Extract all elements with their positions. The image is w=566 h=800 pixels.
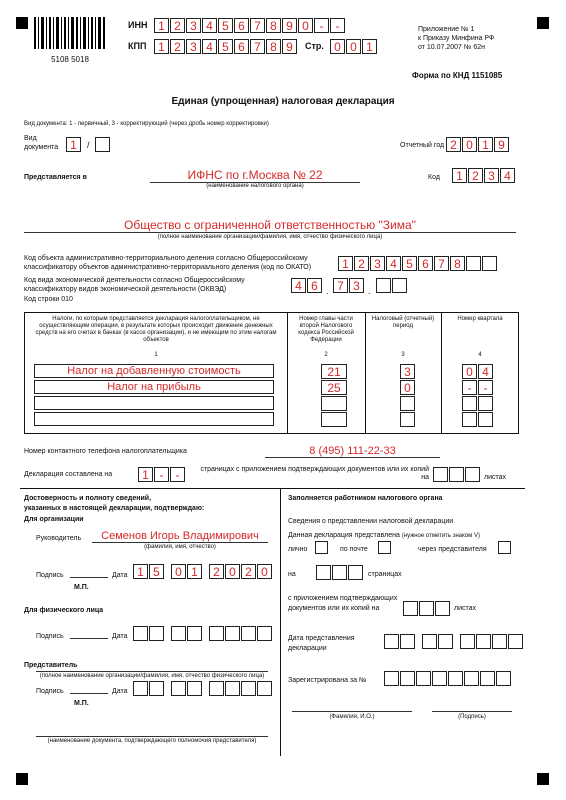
method-personal-box[interactable] <box>315 541 329 554</box>
received-pages-cell[interactable] <box>332 565 347 580</box>
doc-type-slash: / <box>87 140 90 150</box>
corner-marker-top-right <box>537 17 549 29</box>
kpp-digit[interactable]: 7 <box>250 39 265 54</box>
submission-date-digit[interactable] <box>384 634 399 649</box>
submission-date-digit[interactable] <box>400 634 415 649</box>
rep-sign-line[interactable] <box>70 684 108 694</box>
org-date-digit[interactable]: 0 <box>171 564 186 579</box>
tax-chapter-field[interactable] <box>321 412 347 427</box>
kpp-digit[interactable]: 9 <box>282 39 297 54</box>
inn-digit[interactable]: - <box>314 18 329 33</box>
tax-col-header-2: Номер главы части второй Налогового кодекса Российской Федерации <box>298 316 354 343</box>
phone-value[interactable]: 8 (495) 111-22-33 <box>265 445 440 458</box>
method-rep-check[interactable] <box>498 541 511 554</box>
person-date-digit[interactable] <box>241 626 256 641</box>
okato-digit[interactable]: 8 <box>450 256 465 271</box>
representative-caption: (полное наименование организации/фамилия, имя, отчество физического лица) <box>39 673 265 679</box>
authority-code-digit[interactable]: 1 <box>452 168 467 183</box>
okved-dot-1: . <box>326 286 329 296</box>
rep-date-digit[interactable] <box>149 681 164 696</box>
received-pages-cell[interactable] <box>348 565 363 580</box>
inn-label: ИНН <box>128 20 148 30</box>
person-date-cells <box>133 626 273 641</box>
doc-type-label-2: документа <box>24 144 59 151</box>
representative-label: Представитель <box>24 662 78 669</box>
okved-text-1: Код вида экономической деятельности согласно Общероссийскому <box>24 277 245 284</box>
authority-value[interactable]: ИФНС по г.Москва № 22 <box>150 168 360 183</box>
received-pages-label: страницах <box>368 571 402 578</box>
submission-method-hint: (нужное отметить знаком V) <box>401 533 480 539</box>
person-date-label: Дата <box>112 633 128 640</box>
kpp-digit[interactable]: 6 <box>234 39 249 54</box>
sheets-cell[interactable] <box>465 467 480 482</box>
registration-number-cells <box>384 671 512 686</box>
submission-info: Сведения о представлении налоговой декларации <box>288 518 454 525</box>
tax-quarter-digit[interactable]: 4 <box>478 364 493 379</box>
inn-digit[interactable]: - <box>330 18 345 33</box>
okved-group-3 <box>376 278 408 293</box>
head-label: Руководитель <box>36 535 82 542</box>
phone-label: Номер контактного телефона налогоплательщика <box>24 448 187 455</box>
organization-name[interactable]: Общество с ограниченной ответственностью "Зима" <box>24 218 516 233</box>
pages-digit[interactable]: - <box>154 467 169 482</box>
okved-digit[interactable] <box>376 278 391 293</box>
year-digit[interactable]: 2 <box>446 137 461 152</box>
page-number-cells <box>330 39 378 54</box>
kpp-digit[interactable]: 8 <box>266 39 281 54</box>
received-pages-cells <box>316 565 364 580</box>
authority-code-label: Код <box>428 174 440 181</box>
tax-col-number-4: 4 <box>478 352 482 358</box>
attach-sheets-label: листах <box>454 605 477 612</box>
tax-col-number-3: 3 <box>401 352 405 358</box>
person-sign-label: Подпись <box>36 633 64 640</box>
authority-code-digit[interactable]: 4 <box>500 168 515 183</box>
tax-name-field[interactable]: Налог на добавленную стоимость <box>34 364 274 378</box>
report-year-label: Отчетный год <box>400 142 445 149</box>
barcode <box>34 17 106 64</box>
year-digit[interactable]: 9 <box>494 137 509 152</box>
org-sign-label: Подпись <box>36 572 64 579</box>
tax-period-field[interactable] <box>400 412 415 427</box>
org-date-digit[interactable]: 0 <box>257 564 272 579</box>
head-name-caption: (фамилия, имя, отчество) <box>144 544 216 550</box>
submission-date-digit[interactable] <box>438 634 453 649</box>
organization-caption: (полное наименование организации/фамилия, имя, отчество физического лица) <box>157 234 383 240</box>
person-date-digit[interactable] <box>209 626 224 641</box>
barcode-icon <box>34 17 106 49</box>
okved-line-code: Код строки 010 <box>24 296 73 303</box>
person-date-digit[interactable] <box>149 626 164 641</box>
okato-digit[interactable]: 6 <box>418 256 433 271</box>
inn-digit[interactable]: 0 <box>298 18 313 33</box>
okved-digit[interactable]: 3 <box>349 278 364 293</box>
corner-marker-top-left <box>16 17 28 29</box>
okato-digit[interactable] <box>482 256 497 271</box>
inn-digit[interactable]: 5 <box>218 18 233 33</box>
person-date-digit[interactable] <box>257 626 272 641</box>
tax-chapter-field[interactable] <box>321 396 347 411</box>
pages-middle-text: страницах с приложением подтверждающих документов или их копий на <box>200 466 429 481</box>
rep-document-line[interactable] <box>36 725 268 737</box>
rep-date-digit[interactable] <box>171 681 186 696</box>
doc-type-hint: Вид документа: 1 - первичный, 3 - корректирующий (через дробь номер корректировки) <box>24 121 269 127</box>
tax-quarter-digit[interactable] <box>462 412 477 427</box>
okato-text-2: классификатору объектов административно-территориального деления (код по ОКАТО) <box>24 264 312 271</box>
submission-date-digit[interactable] <box>422 634 437 649</box>
tax-name-field[interactable] <box>34 396 274 410</box>
okato-digit[interactable]: 3 <box>370 256 385 271</box>
attach-line-1: с приложением подтверждающих <box>288 595 398 602</box>
tax-col-header-1: Налоги, по которым представляется декларация налогоплательщиком, не осуществляющим операции, в результате которых происходит движение денежных средств на его счетах в банках (в кассе организации), и не имеющим по этим налогам объектов <box>35 316 277 343</box>
pages-digit[interactable]: 1 <box>138 467 153 482</box>
okved-digit[interactable] <box>392 278 407 293</box>
inn-digit[interactable]: 8 <box>266 18 281 33</box>
tax-col-number-2: 2 <box>324 352 328 358</box>
org-stamp-label: М.П. <box>74 584 89 591</box>
registration-digit[interactable] <box>416 671 431 686</box>
inn-digit[interactable]: 1 <box>154 18 169 33</box>
org-date-digit[interactable]: 2 <box>241 564 256 579</box>
attach-sheets-cell[interactable] <box>419 601 434 616</box>
tax-period-field[interactable] <box>400 396 415 411</box>
registered-label: Зарегистрирована за № <box>288 677 367 684</box>
authority-code-digit[interactable]: 3 <box>484 168 499 183</box>
submission-date-digit[interactable] <box>460 634 475 649</box>
officer-name-caption: (Фамилия, И.О.) <box>329 714 375 720</box>
attach-line-2: документов или их копий на <box>288 605 380 612</box>
tax-office-title: Заполняется работником налогового органа <box>288 495 443 502</box>
rep-sign-label: Подпись <box>36 688 64 695</box>
registration-digit[interactable] <box>384 671 399 686</box>
report-year-cells <box>446 137 510 152</box>
submission-date-line-2: декларации <box>288 645 327 652</box>
corner-marker-bottom-right <box>537 773 549 785</box>
tax-quarter-digit[interactable]: - <box>462 380 477 395</box>
authority-code-digit[interactable]: 2 <box>468 168 483 183</box>
submission-date-cells <box>384 634 524 649</box>
kpp-digit[interactable]: 4 <box>202 39 217 54</box>
inn-digit[interactable]: 7 <box>250 18 265 33</box>
pages-end-text: листах <box>484 474 507 481</box>
method-rep-box[interactable] <box>498 541 512 554</box>
authority-label: Представляется в <box>24 174 87 181</box>
tax-quarter-digit[interactable] <box>462 396 477 411</box>
pages-count-cells <box>138 467 186 482</box>
rep-stamp-label: М.П. <box>74 700 89 707</box>
person-date-digit[interactable] <box>225 626 240 641</box>
inn-digit[interactable]: 2 <box>170 18 185 33</box>
year-digit[interactable]: 0 <box>462 137 477 152</box>
method-rep-label: через представителя <box>418 546 487 553</box>
registration-digit[interactable] <box>448 671 463 686</box>
authority-code-cells <box>452 168 516 183</box>
year-digit[interactable]: 1 <box>478 137 493 152</box>
method-post-box[interactable] <box>378 541 392 554</box>
kpp-digit[interactable]: 3 <box>186 39 201 54</box>
appendix-line2: к Приказу Минфина РФ <box>418 35 495 42</box>
section-divider <box>20 488 525 489</box>
tax-chapter-field[interactable]: 25 <box>321 380 347 395</box>
person-date-digit[interactable] <box>187 626 202 641</box>
tax-col-header-4: Номер квартала <box>457 316 503 322</box>
column-divider <box>280 488 281 756</box>
kpp-digit[interactable]: 5 <box>218 39 233 54</box>
sheets-count-cells <box>433 467 481 482</box>
officer-name-line[interactable] <box>292 700 412 712</box>
tax-quarter-digit[interactable]: - <box>478 380 493 395</box>
org-date-digit[interactable]: 2 <box>209 564 224 579</box>
tax-period-field[interactable]: 0 <box>400 380 415 395</box>
method-personal-label: лично <box>288 546 308 553</box>
rep-document-caption: (наименование документа, подтверждающего полномочия представителя) <box>47 738 257 744</box>
okved-digit[interactable]: 4 <box>291 278 306 293</box>
tax-quarter-digit[interactable] <box>478 412 493 427</box>
barcode-number: 5108 5018 <box>51 55 89 64</box>
inn-cells <box>154 18 346 33</box>
inn-digit[interactable]: 4 <box>202 18 217 33</box>
tax-period-field[interactable]: 3 <box>400 364 415 379</box>
rep-date-digit[interactable] <box>133 681 148 696</box>
okato-text-1: Код объекта административно-территориального деления согласно Общероссийскому <box>24 255 308 262</box>
method-post-check[interactable] <box>378 541 391 554</box>
correction-field[interactable] <box>95 137 111 152</box>
tax-chapter-field[interactable]: 21 <box>321 364 347 379</box>
tax-quarter-digit[interactable] <box>478 396 493 411</box>
org-date-digit[interactable]: 5 <box>149 564 164 579</box>
form-code: Форма по КНД 1151085 <box>412 71 503 80</box>
page-label: Стр. <box>305 41 324 51</box>
submission-date-digit[interactable] <box>492 634 507 649</box>
okved-group-1 <box>291 278 323 293</box>
method-post-label: по почте <box>340 546 368 553</box>
org-date-cells <box>133 564 273 579</box>
doc-type-label-1: Вид <box>24 135 37 142</box>
tax-name-field[interactable] <box>34 412 274 426</box>
org-date-digit[interactable]: 0 <box>225 564 240 579</box>
tax-col-number-1: 1 <box>154 352 158 358</box>
authority-caption: (наименование налогового органа) <box>206 183 304 189</box>
submission-date-digit[interactable] <box>508 634 523 649</box>
attach-sheets-cells <box>403 601 451 616</box>
person-date-digit[interactable] <box>133 626 148 641</box>
for-person-label: Для физического лица <box>24 607 104 614</box>
officer-sign-line[interactable] <box>432 700 512 712</box>
registration-digit[interactable] <box>432 671 447 686</box>
okato-cells <box>338 256 498 271</box>
page-digit[interactable]: 0 <box>346 39 361 54</box>
sheets-cell[interactable] <box>433 467 448 482</box>
representative-line[interactable] <box>36 660 268 672</box>
for-org-label: Для организации <box>24 516 84 523</box>
rep-date-digit[interactable] <box>209 681 224 696</box>
received-pages-cell[interactable] <box>316 565 331 580</box>
submission-method-text: Данная декларация представлена <box>288 532 400 539</box>
pages-label: Декларация составлена на <box>24 471 113 478</box>
org-date-digit[interactable]: 1 <box>187 564 202 579</box>
rep-date-digit[interactable] <box>257 681 272 696</box>
okved-text-2: классификатору видов экономической деятельности (ОКВЭД) <box>24 286 227 293</box>
okato-digit[interactable]: 2 <box>354 256 369 271</box>
received-on-label: на <box>288 571 296 578</box>
confirm-line-2: указанных в настоящей декларации, подтверждаю: <box>24 505 205 512</box>
okato-digit[interactable]: 5 <box>402 256 417 271</box>
inn-digit[interactable]: 9 <box>282 18 297 33</box>
kpp-label: КПП <box>128 41 147 51</box>
okato-digit[interactable]: 4 <box>386 256 401 271</box>
kpp-digit[interactable]: 1 <box>154 39 169 54</box>
confirm-line-1: Достоверность и полноту сведений, <box>24 495 152 502</box>
head-name[interactable]: Семенов Игорь Владимирович <box>92 530 268 543</box>
inn-digit[interactable]: 6 <box>234 18 249 33</box>
okved-dot-2: . <box>368 286 371 296</box>
tax-quarter-digit[interactable]: 0 <box>462 364 477 379</box>
okved-digit[interactable]: 7 <box>333 278 348 293</box>
appendix-line1: Приложение № 1 <box>418 26 475 33</box>
page-title: Единая (упрощенная) налоговая декларация <box>171 96 395 107</box>
tax-col-header-3: Налоговый (отчетный) период <box>371 316 435 329</box>
org-date-label: Дата <box>112 572 128 579</box>
rep-date-digit[interactable] <box>225 681 240 696</box>
attach-sheets-cell[interactable] <box>403 601 418 616</box>
registration-digit[interactable] <box>480 671 495 686</box>
rep-date-digit[interactable] <box>187 681 202 696</box>
correction-value[interactable] <box>95 137 110 152</box>
registration-digit[interactable] <box>464 671 479 686</box>
okved-digit[interactable]: 6 <box>307 278 322 293</box>
person-date-digit[interactable] <box>171 626 186 641</box>
attach-sheets-cell[interactable] <box>435 601 450 616</box>
appendix-line3: от 10.07.2007 № 62н <box>418 44 485 51</box>
person-sign-line[interactable] <box>70 629 108 639</box>
registration-digit[interactable] <box>400 671 415 686</box>
okved-group-2 <box>333 278 365 293</box>
okato-digit[interactable]: 7 <box>434 256 449 271</box>
org-sign-line[interactable] <box>70 568 108 578</box>
registration-digit[interactable] <box>496 671 511 686</box>
rep-date-label: Дата <box>112 688 128 695</box>
submission-method <box>288 532 480 540</box>
okato-digit[interactable]: 1 <box>338 256 353 271</box>
sheets-cell[interactable] <box>449 467 464 482</box>
corner-marker-bottom-left <box>16 773 28 785</box>
officer-sign-caption: (Подпись) <box>458 714 486 720</box>
kpp-digit[interactable]: 2 <box>170 39 185 54</box>
org-date-digit[interactable]: 1 <box>133 564 148 579</box>
submission-date-line-1: Дата представления <box>288 635 355 642</box>
okato-digit[interactable] <box>466 256 481 271</box>
submission-date-digit[interactable] <box>476 634 491 649</box>
rep-date-cells <box>133 681 273 696</box>
doc-type-value[interactable]: 1 <box>66 137 81 152</box>
doc-type-field[interactable] <box>66 137 82 152</box>
method-personal-check[interactable] <box>315 541 328 554</box>
pages-digit[interactable]: - <box>170 467 185 482</box>
inn-digit[interactable]: 3 <box>186 18 201 33</box>
page-digit[interactable]: 0 <box>330 39 345 54</box>
page-digit[interactable]: 1 <box>362 39 377 54</box>
tax-name-field[interactable]: Налог на прибыль <box>34 380 274 394</box>
rep-date-digit[interactable] <box>241 681 256 696</box>
kpp-cells <box>154 39 298 54</box>
